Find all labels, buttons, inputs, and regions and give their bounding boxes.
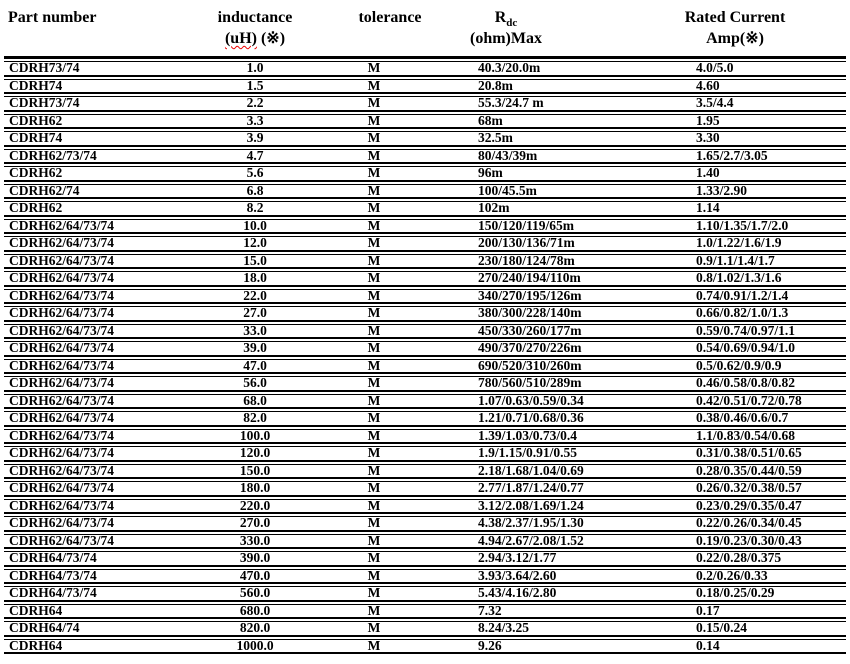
rdc-cell: 3.12/2.08/1.69/1.24 [450, 499, 673, 515]
rdc-cell: 8.24/3.25 [450, 621, 673, 637]
rdc-cell: 4.38/2.37/1.95/1.30 [450, 516, 673, 532]
table-row [4, 499, 846, 515]
inductance-cell: 56.0 [180, 376, 330, 392]
tolerance-cell: M [330, 201, 450, 217]
table-row [4, 184, 846, 200]
rdc-cell: 40.3/20.0m [450, 61, 673, 77]
part-number-cell: CDRH73/74 [4, 61, 180, 77]
inductance-cell: 180.0 [180, 481, 330, 497]
part-number-cell: CDRH62/64/73/74 [4, 429, 180, 445]
rated-current-cell: 4.60 [673, 79, 846, 95]
rdc-cell: 96m [450, 166, 673, 182]
inductance-cell: 18.0 [180, 271, 330, 287]
part-number-cell: CDRH62/64/73/74 [4, 359, 180, 375]
part-number-cell: CDRH62/64/73/74 [4, 534, 180, 550]
table-header-row [4, 7, 846, 59]
inductance-cell: 1.0 [180, 61, 330, 77]
table-row [4, 131, 846, 147]
table-row [4, 481, 846, 497]
rated-current-cell: 0.5/0.62/0.9/0.9 [673, 359, 846, 375]
rdc-cell: 200/130/136/71m [450, 236, 673, 252]
part-number-cell: CDRH62/64/73/74 [4, 254, 180, 270]
rated-current-cell: 0.22/0.26/0.34/0.45 [673, 516, 846, 532]
table-row [4, 271, 846, 287]
tolerance-cell: M [330, 534, 450, 550]
rdc-cell: 490/370/270/226m [450, 341, 673, 357]
table-row [4, 516, 846, 532]
inductance-cell: 680.0 [180, 604, 330, 620]
rdc-cell: 3.93/3.64/2.60 [450, 569, 673, 585]
rdc-cell: 450/330/260/177m [450, 324, 673, 340]
inductance-cell: 100.0 [180, 429, 330, 445]
column-header-tolerance [330, 7, 450, 59]
tolerance-cell: M [330, 376, 450, 392]
inductance-cell: 150.0 [180, 464, 330, 480]
column-header-rdc [450, 7, 673, 59]
table-row [4, 446, 846, 462]
inductance-cell: 120.0 [180, 446, 330, 462]
table-row [4, 464, 846, 480]
tolerance-cell: M [330, 586, 450, 602]
rated-current-unit-label: Amp(※) [706, 30, 764, 47]
table-row [4, 79, 846, 95]
tolerance-cell: M [330, 184, 450, 200]
rdc-cell: 2.77/1.87/1.24/0.77 [450, 481, 673, 497]
tolerance-cell: M [330, 96, 450, 112]
tolerance-cell: M [330, 79, 450, 95]
rated-current-cell: 1.0/1.22/1.6/1.9 [673, 236, 846, 252]
rated-current-cell: 1.10/1.35/1.7/2.0 [673, 219, 846, 235]
tolerance-cell: M [330, 394, 450, 410]
rated-current-cell: 0.14 [673, 639, 846, 655]
tolerance-cell: M [330, 341, 450, 357]
table-row [4, 341, 846, 357]
rated-current-header-label: Rated Current Amp(※) [684, 9, 786, 47]
tolerance-cell: M [330, 621, 450, 637]
tolerance-cell: M [330, 324, 450, 340]
inductance-cell: 10.0 [180, 219, 330, 235]
rdc-cell: 780/560/510/289m [450, 376, 673, 392]
tolerance-cell: M [330, 551, 450, 567]
rdc-cell: 100/45.5m [450, 184, 673, 200]
tolerance-cell: M [330, 61, 450, 77]
rated-current-cell: 0.28/0.35/0.44/0.59 [673, 464, 846, 480]
part-number-cell: CDRH62 [4, 201, 180, 217]
rated-current-cell: 0.42/0.51/0.72/0.78 [673, 394, 846, 410]
inductance-cell: 560.0 [180, 586, 330, 602]
rdc-cell: 230/180/124/78m [450, 254, 673, 270]
tolerance-cell: M [330, 516, 450, 532]
rated-current-cell: 1.33/2.90 [673, 184, 846, 200]
tolerance-cell: M [330, 254, 450, 270]
table-row [4, 569, 846, 585]
table-row [4, 96, 846, 112]
rated-current-cell: 3.30 [673, 131, 846, 147]
rdc-header-label: $R_{dc}$ (ohm)Max [470, 9, 542, 47]
part-number-cell: CDRH62/64/73/74 [4, 411, 180, 427]
rated-current-cell: 4.0/5.0 [673, 61, 846, 77]
tolerance-cell: M [330, 131, 450, 147]
table-row [4, 114, 846, 130]
rdc-cell: 32.5m [450, 131, 673, 147]
table-row [4, 201, 846, 217]
inductance-cell: 390.0 [180, 551, 330, 567]
inductance-cell: 82.0 [180, 411, 330, 427]
rated-current-cell: 0.23/0.29/0.35/0.47 [673, 499, 846, 515]
tolerance-cell: M [330, 271, 450, 287]
tolerance-cell: M [330, 411, 450, 427]
rdc-cell: 102m [450, 201, 673, 217]
inductance-cell: 39.0 [180, 341, 330, 357]
rdc-unit-label: (ohm)Max [470, 30, 542, 47]
rdc-cell: 690/520/310/260m [450, 359, 673, 375]
part-number-cell: CDRH62/64/73/74 [4, 324, 180, 340]
inductance-cell: 330.0 [180, 534, 330, 550]
table-row [4, 149, 846, 165]
table-row [4, 254, 846, 270]
table-row [4, 306, 846, 322]
rdc-cell: 1.21/0.71/0.68/0.36 [450, 411, 673, 427]
tolerance-cell: M [330, 604, 450, 620]
inductance-cell: 220.0 [180, 499, 330, 515]
rated-current-cell: 1.65/2.7/3.05 [673, 149, 846, 165]
rated-current-cell: 0.9/1.1/1.4/1.7 [673, 254, 846, 270]
rated-current-cell: 0.8/1.02/1.3/1.6 [673, 271, 846, 287]
tolerance-cell: M [330, 306, 450, 322]
table-row [4, 219, 846, 235]
part-number-cell: CDRH73/74 [4, 96, 180, 112]
rated-current-cell: 0.46/0.58/0.8/0.82 [673, 376, 846, 392]
part-number-cell: CDRH74 [4, 131, 180, 147]
tolerance-header-label: tolerance [358, 9, 422, 26]
table-row [4, 61, 846, 77]
part-number-cell: CDRH62/64/73/74 [4, 481, 180, 497]
inductance-cell: 3.3 [180, 114, 330, 130]
rdc-cell: 2.94/3.12/1.77 [450, 551, 673, 567]
rated-current-cell: 0.2/0.26/0.33 [673, 569, 846, 585]
part-number-cell: CDRH62/74 [4, 184, 180, 200]
rated-current-cell: 1.40 [673, 166, 846, 182]
part-number-cell: CDRH62/64/73/74 [4, 289, 180, 305]
table-row [4, 639, 846, 655]
inductance-cell: 4.7 [180, 149, 330, 165]
rated-current-cell: 0.74/0.91/1.2/1.4 [673, 289, 846, 305]
rdc-cell: 1.39/1.03/0.73/0.4 [450, 429, 673, 445]
tolerance-cell: M [330, 446, 450, 462]
rdc-cell: 380/300/228/140m [450, 306, 673, 322]
rdc-subscript: dc [506, 17, 518, 30]
part-number-cell: CDRH62/64/73/74 [4, 516, 180, 532]
rdc-cell: 7.32 [450, 604, 673, 620]
table-row [4, 411, 846, 427]
table-row [4, 394, 846, 410]
rdc-cell: 9.26 [450, 639, 673, 655]
tolerance-cell: M [330, 429, 450, 445]
table-row [4, 376, 846, 392]
inductance-cell: 68.0 [180, 394, 330, 410]
inductance-cell: 27.0 [180, 306, 330, 322]
part-number-cell: CDRH64/73/74 [4, 551, 180, 567]
rdc-cell: 1.9/1.15/0.91/0.55 [450, 446, 673, 462]
part-number-cell: CDRH62/64/73/74 [4, 271, 180, 287]
part-number-header-label: Part number [8, 9, 97, 26]
inductance-cell: 8.2 [180, 201, 330, 217]
inductance-cell: 22.0 [180, 289, 330, 305]
table-body [4, 61, 846, 654]
rated-current-cell: 0.19/0.23/0.30/0.43 [673, 534, 846, 550]
rdc-cell: 2.18/1.68/1.04/0.69 [450, 464, 673, 480]
inductance-header-label: inductance [217, 9, 293, 26]
table-row [4, 236, 846, 252]
inductance-cell: 470.0 [180, 569, 330, 585]
inductance-unit-label: (uH) [224, 30, 257, 47]
rdc-cell: 270/240/194/110m [450, 271, 673, 287]
part-number-cell: CDRH74 [4, 79, 180, 95]
rdc-cell: 80/43/39m [450, 149, 673, 165]
part-number-cell: CDRH62/64/73/74 [4, 446, 180, 462]
tolerance-cell: M [330, 639, 450, 655]
table-row [4, 586, 846, 602]
table-row [4, 551, 846, 567]
tolerance-cell: M [330, 359, 450, 375]
part-number-cell: CDRH62/64/73/74 [4, 236, 180, 252]
tolerance-cell: M [330, 464, 450, 480]
inductance-cell: 47.0 [180, 359, 330, 375]
rated-current-cell: 0.66/0.82/1.0/1.3 [673, 306, 846, 322]
table-row [4, 289, 846, 305]
part-number-cell: CDRH62 [4, 166, 180, 182]
part-number-cell: CDRH62 [4, 114, 180, 130]
inductance-cell: 3.9 [180, 131, 330, 147]
rated-current-cell: 0.26/0.32/0.38/0.57 [673, 481, 846, 497]
tolerance-cell: M [330, 219, 450, 235]
rated-current-cell: 0.22/0.28/0.375 [673, 551, 846, 567]
inductance-ref-mark: (※) [260, 30, 286, 47]
table-row [4, 324, 846, 340]
part-number-cell: CDRH64/73/74 [4, 586, 180, 602]
inductance-cell: 1000.0 [180, 639, 330, 655]
table-row [4, 621, 846, 637]
tolerance-cell: M [330, 149, 450, 165]
inductance-cell: 820.0 [180, 621, 330, 637]
rated-current-cell: 3.5/4.4 [673, 96, 846, 112]
inductance-cell: 15.0 [180, 254, 330, 270]
rated-current-cell: 0.15/0.24 [673, 621, 846, 637]
inductance-cell: 6.8 [180, 184, 330, 200]
tolerance-cell: M [330, 289, 450, 305]
part-number-cell: CDRH64/73/74 [4, 569, 180, 585]
tolerance-cell: M [330, 166, 450, 182]
tolerance-cell: M [330, 481, 450, 497]
part-number-cell: CDRH62/64/73/74 [4, 499, 180, 515]
rdc-cell: 20.8m [450, 79, 673, 95]
rated-current-cell: 0.18/0.25/0.29 [673, 586, 846, 602]
part-number-cell: CDRH62/64/73/74 [4, 394, 180, 410]
tolerance-cell: M [330, 499, 450, 515]
table-row [4, 534, 846, 550]
inductor-spec-table [4, 5, 846, 656]
rated-current-cell: 0.59/0.74/0.97/1.1 [673, 324, 846, 340]
rated-current-cell: 1.95 [673, 114, 846, 130]
inductance-cell: 33.0 [180, 324, 330, 340]
part-number-cell: CDRH62/64/73/74 [4, 376, 180, 392]
column-header-part-number [4, 7, 180, 59]
rdc-cell: 55.3/24.7 m [450, 96, 673, 112]
table-row [4, 359, 846, 375]
inductance-cell: 1.5 [180, 79, 330, 95]
rated-current-cell: 1.1/0.83/0.54/0.68 [673, 429, 846, 445]
rated-current-cell: 0.17 [673, 604, 846, 620]
part-number-cell: CDRH64/74 [4, 621, 180, 637]
part-number-cell: CDRH62/64/73/74 [4, 219, 180, 235]
inductance-cell: 5.6 [180, 166, 330, 182]
rdc-cell: 68m [450, 114, 673, 130]
rdc-cell: 340/270/195/126m [450, 289, 673, 305]
part-number-cell: CDRH62/64/73/74 [4, 341, 180, 357]
inductance-cell: 12.0 [180, 236, 330, 252]
rated-current-cell: 0.54/0.69/0.94/1.0 [673, 341, 846, 357]
tolerance-cell: M [330, 236, 450, 252]
rated-current-cell: 1.14 [673, 201, 846, 217]
column-header-rated-current [673, 7, 846, 59]
rdc-cell: 1.07/0.63/0.59/0.34 [450, 394, 673, 410]
rated-current-cell: 0.38/0.46/0.6/0.7 [673, 411, 846, 427]
part-number-cell: CDRH62/64/73/74 [4, 306, 180, 322]
rdc-cell: 150/120/119/65m [450, 219, 673, 235]
table-row [4, 166, 846, 182]
inductance-cell: 2.2 [180, 96, 330, 112]
inductance-cell: 270.0 [180, 516, 330, 532]
rdc-cell: 4.94/2.67/2.08/1.52 [450, 534, 673, 550]
rdc-cell: 5.43/4.16/2.80 [450, 586, 673, 602]
part-number-cell: CDRH64 [4, 604, 180, 620]
table-row [4, 604, 846, 620]
part-number-cell: CDRH62/64/73/74 [4, 464, 180, 480]
rated-current-cell: 0.31/0.38/0.51/0.65 [673, 446, 846, 462]
part-number-cell: CDRH62/73/74 [4, 149, 180, 165]
part-number-cell: CDRH64 [4, 639, 180, 655]
tolerance-cell: M [330, 569, 450, 585]
column-header-inductance [180, 7, 330, 59]
table-row [4, 429, 846, 445]
tolerance-cell: M [330, 114, 450, 130]
